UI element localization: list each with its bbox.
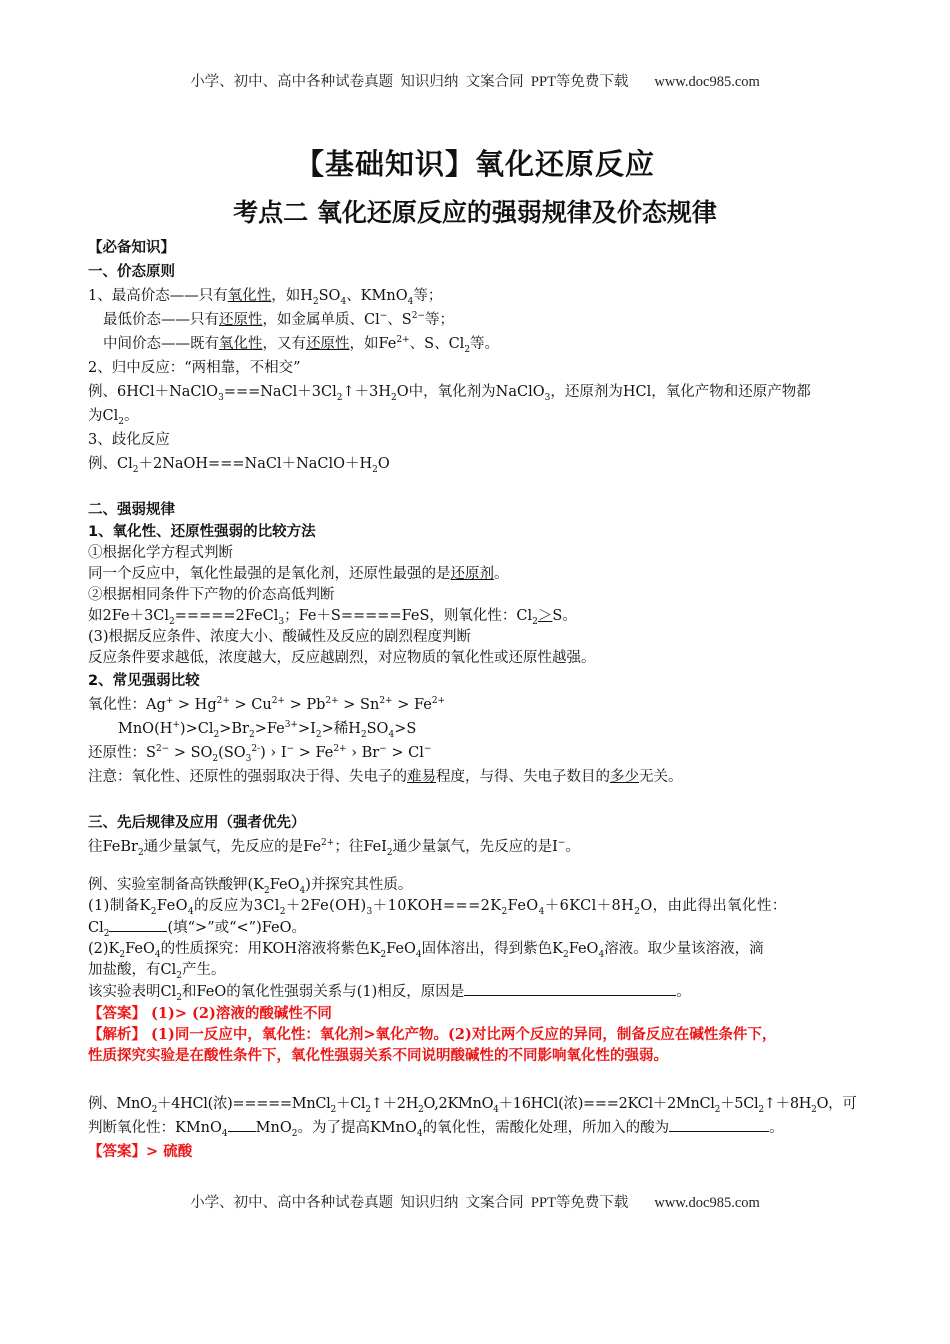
method-3: (3)根据反应条件、浓度大小、酸碱性及反应的剧烈程度判断 [88, 629, 472, 645]
example-2-line-a: 例、MnO$_2$＋4HCl(浓)$=====MnCl_2+Cl_2↑+2H_2O,2KMnO_4+16HCl$(浓)$===2KCl+2MnCl_2+5Cl_2↑+8H_2O$，可 [88, 1096, 857, 1115]
oxidizing-order-1: 氧化性：$Ag^+ > Hg^{2+} > Cu^{2+} > Pb^{2+} > Sn^{2+} > Fe^{2+}$ [88, 696, 446, 713]
priority-example-line: 往FeBr$_2$通少量氯气，先反应的是$Fe^{2+}$；往FeI$_2$通少量氯气，先反应的是I−。 [88, 838, 580, 858]
question-2-line-c: 该实验表明$Cl_2$和FeO的氧化性强弱关系与(1)相反，原因是 。 [88, 981, 874, 1003]
disproportionation-line: 3、歧化反应 [88, 432, 170, 448]
compare-methods-heading: 1、氧化性、还原性强弱的比较方法 [88, 524, 316, 540]
section-2-heading: 二、强弱规律 [88, 502, 175, 518]
reducing-order: 还原性：$S^{2-} > SO_2(SO_3^{2-})$ › $I^- > Fe^{2+}$ › Br− > Cl− [88, 744, 432, 764]
footer-site-link[interactable]: www.doc985.com [654, 1195, 760, 1211]
question-1-line-b: $Cl_2$ (填“>”或“<”)FeO。 [88, 917, 874, 939]
header-site-link[interactable]: www.doc985.com [654, 74, 760, 90]
header-text: 小学、初中、高中各种试卷真题 知识归纳 文案合同 PPT等免费下载 [190, 74, 629, 90]
valence-highest-line: 1、最高价态——只有氧化性，如$H_2SO_4$、KMnO$_4$等； [88, 288, 443, 307]
method-1: ①根据化学方程式判断 [88, 545, 233, 561]
answer-blank-1[interactable] [109, 917, 167, 932]
common-comparison-heading: 2、常见强弱比较 [88, 673, 200, 689]
answer-2: 【答案】> 硫酸 [88, 1143, 193, 1160]
page-footer [0, 1191, 950, 1212]
valence-lowest-line: 最低价态——只有还原性，如金属单质、Cl−、$S^{2-}$等； [103, 311, 454, 328]
page-header [0, 70, 950, 91]
document-title: 【基础知识】氧化还原反应 [294, 147, 655, 181]
section-1-heading: 一、价态原则 [88, 264, 175, 280]
answer-blank-3[interactable] [228, 1117, 256, 1132]
section-3-heading: 三、先后规律及应用（强者优先） [88, 815, 306, 831]
question-2-line-b: 加盐酸，有$Cl_2$产生。 [88, 962, 226, 981]
document-body [88, 236, 874, 1164]
valence-middle-line: 中间价态——既有氧化性，又有还原性，如$Fe^{2+}$、S、$Cl_2$等。 [103, 335, 500, 355]
oxidizing-order-2: $MnO(H^+)>Cl_2>Br_2>Fe^{3+}>I_2>$稀$H_2SO_4>S$ [118, 720, 417, 740]
method-2-text: 如$2Fe+3Cl_2=====2FeCl_3$；Fe＋S=====FeS，则氧化性：$Cl_2>S$。 [88, 608, 577, 627]
comproportionation-line: 2、归中反应：“两相靠，不相交” [88, 360, 301, 376]
disproportionation-example: 例、$Cl_2+2NaOH===NaCl+NaClO+H_2O$ [88, 456, 390, 475]
explanation-1-line-a: 【解析】 (1)同一反应中，氧化性：氧化剂>氧化产物。(2)对比两个反应的异同，制备反应在碱性条件下， [88, 1026, 777, 1043]
note-line: 注意：氧化性、还原性的强弱取决于得、失电子的难易程度，与得、失电子数目的多少无关。 [88, 769, 683, 785]
method-1-text: 同一个反应中，氧化性最强的是氧化剂，还原性最强的是还原剂。 [88, 566, 509, 582]
method-3-text: 反应条件要求越低，浓度越大，反应越剧烈，对应物质的氧化性或还原性越强。 [88, 650, 596, 666]
answer-blank-4[interactable] [669, 1117, 769, 1132]
comproportionation-example-cont: 为$Cl_2$。 [88, 408, 139, 427]
answer-blank-2[interactable] [464, 981, 676, 996]
answer-1: 【答案】 (1)> (2)溶液的酸碱性不同 [88, 1005, 332, 1022]
question-2-line-a: $(2)K_2FeO_4$的性质探究：用KOH溶液将紫色$K_2FeO_4$固体溶出，得到紫色$K_2FeO_4$溶液。取少量该溶液，滴 [88, 941, 764, 960]
comproportionation-example: 例、$6HCl+NaClO_3===NaCl+3Cl_2↑+3H_2O$中，氧化剂为NaClO$_3$，还原剂为HCl，氧化产物和还原产物都 [88, 384, 811, 403]
must-know-label: 【必备知识】 [88, 240, 175, 256]
example-k2feo4-intro: 例、实验室制备高铁酸钾$(K_2FeO_4)$并探究其性质。 [88, 877, 413, 896]
question-1-line-a: (1)制备$K_2FeO_4$的反应为$3Cl_2+2Fe(OH)_3+10KOH===2K_2FeO_4+6KCl+8H_2O$，由此得出氧化性： [88, 898, 787, 917]
document-subtitle: 考点二 氧化还原反应的强弱规律及价态规律 [233, 198, 717, 227]
example-2-line-b: 判断氧化性：KMnO$_4$ MnO$_2$。为了提高KMnO$_4$的氧化性，需酸化处理，所加入的酸为 。 [88, 1116, 874, 1140]
method-2: ②根据相同条件下产物的价态高低判断 [88, 587, 335, 603]
explanation-1-line-b: 性质探究实验是在酸性条件下，氧化性强弱关系不同说明酸碱性的不同影响氧化性的强弱。 [88, 1047, 668, 1064]
footer-text: 小学、初中、高中各种试卷真题 知识归纳 文案合同 PPT等免费下载 [190, 1195, 629, 1211]
